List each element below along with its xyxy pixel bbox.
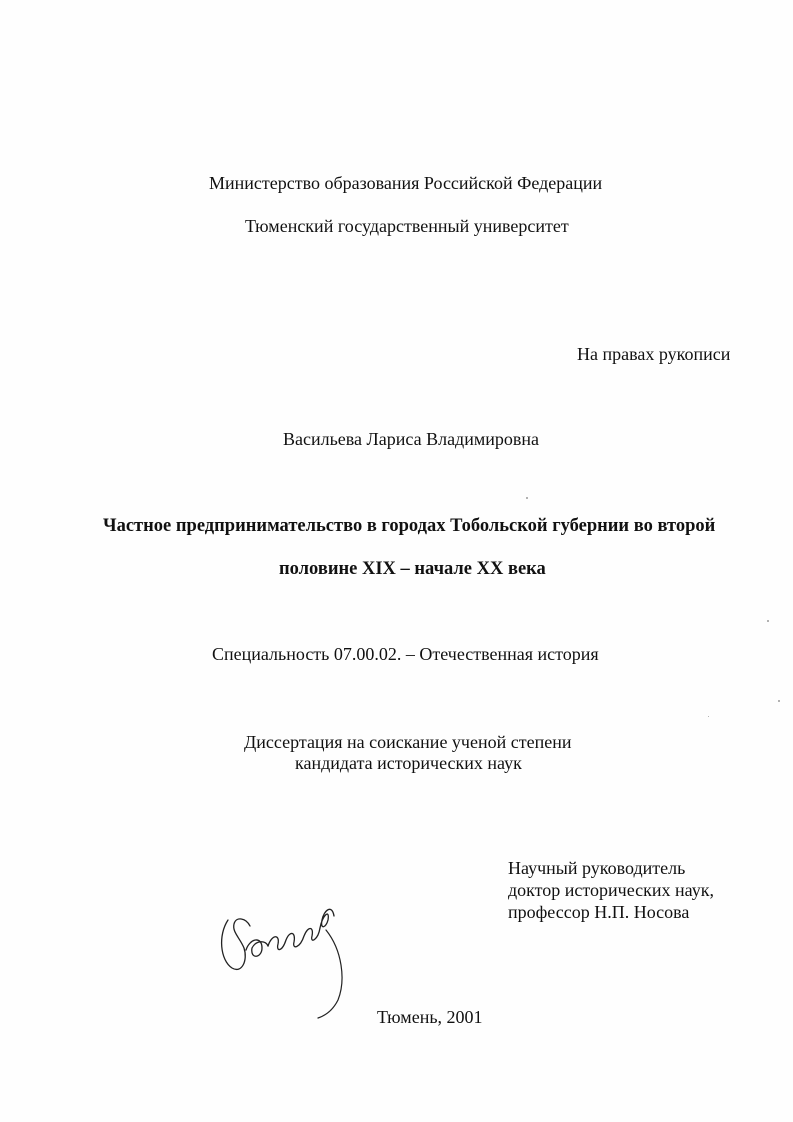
university-name: Тюменский государственный университет: [245, 216, 569, 236]
handwritten-signature: [210, 890, 360, 1025]
scan-speck: [526, 497, 528, 499]
specialty: Специальность 07.00.02. – Отечественная история: [212, 644, 599, 664]
ministry-name: Министерство образования Российской Федерации: [209, 173, 603, 193]
supervisor-role: Научный руководитель: [508, 858, 686, 878]
scan-speck: [778, 700, 780, 702]
dissertation-degree-line-1: Диссертация на соискание ученой степени: [244, 732, 572, 752]
manuscript-rights-note: На правах рукописи: [577, 344, 731, 364]
scan-speck: [767, 620, 769, 622]
place-and-year: Тюмень, 2001: [377, 1007, 483, 1027]
author-name: Васильева Лариса Владимировна: [283, 429, 539, 449]
scan-speck: [708, 716, 709, 717]
supervisor-degree: доктор исторических наук,: [508, 880, 714, 900]
thesis-title-line-2: половине XIX – начале XX века: [279, 559, 546, 579]
thesis-title-line-1: Частное предпринимательство в городах Тобольской губернии во второй: [103, 516, 716, 536]
dissertation-degree-line-2: кандидата исторических наук: [295, 753, 522, 773]
supervisor-name: профессор Н.П. Носова: [508, 902, 690, 922]
